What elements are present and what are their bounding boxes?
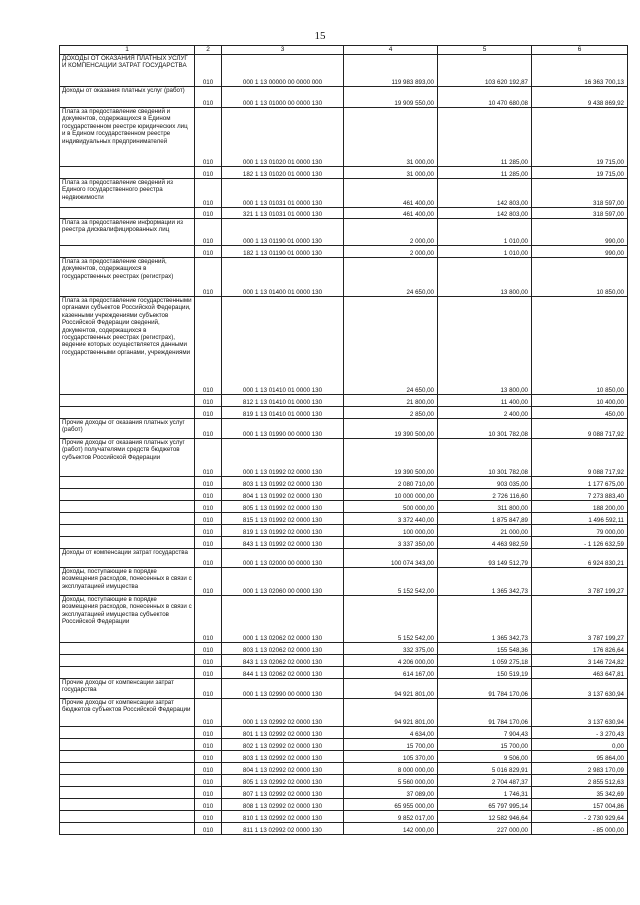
row-approved-value: 119 983 893,00 [344, 55, 438, 87]
row-label [60, 537, 195, 549]
row-code: 010 [195, 811, 222, 823]
row-code: 010 [195, 799, 222, 811]
row-executed-value: 15 700,00 [438, 739, 532, 751]
row-code: 010 [195, 549, 222, 568]
row-executed-value: 227 000,00 [438, 823, 532, 835]
row-kbk-code: 843 1 13 02062 02 0000 130 [222, 655, 344, 667]
row-code: 010 [195, 537, 222, 549]
revenue-table [59, 45, 628, 835]
row-approved-value: 21 800,00 [344, 395, 438, 407]
row-approved-value: 142 000,00 [344, 823, 438, 835]
row-label: Плата за предоставление сведений и документов, содержащихся в Едином государственном реестре юридических лиц и в Едином государственном реестре индивидуальных предпринимателей [60, 108, 195, 167]
row-code: 010 [195, 699, 222, 727]
row-unexecuted-value: 463 647,81 [532, 667, 628, 679]
row-executed-value: 21 000,00 [438, 525, 532, 537]
row-executed-value: 1 746,31 [438, 787, 532, 799]
row-approved-value: 332 375,00 [344, 643, 438, 655]
row-code: 010 [195, 667, 222, 679]
row-code: 010 [195, 501, 222, 513]
row-code: 010 [195, 513, 222, 525]
row-executed-value: 13 800,00 [438, 297, 532, 395]
row-approved-value: 10 000 000,00 [344, 489, 438, 501]
row-kbk-code: 805 1 13 01992 02 0000 130 [222, 501, 344, 513]
row-label [60, 823, 195, 835]
row-label [60, 208, 195, 219]
row-unexecuted-value: - 2 730 929,64 [532, 811, 628, 823]
row-code: 010 [195, 55, 222, 87]
row-code: 010 [195, 297, 222, 395]
table-row [60, 439, 628, 477]
table-row [60, 525, 628, 537]
row-approved-value: 5 152 542,00 [344, 596, 438, 643]
row-approved-value: 461 400,00 [344, 208, 438, 219]
row-code: 010 [195, 489, 222, 501]
row-kbk-code: 803 1 13 02062 02 0000 130 [222, 643, 344, 655]
table-row [60, 246, 628, 258]
row-executed-value: 1 365 342,73 [438, 568, 532, 596]
row-kbk-code: 808 1 13 02992 02 0000 130 [222, 799, 344, 811]
table-row [60, 727, 628, 739]
table-row [60, 258, 628, 297]
row-approved-value: 105 370,00 [344, 751, 438, 763]
row-label [60, 489, 195, 501]
row-executed-value: 2 704 487,37 [438, 775, 532, 787]
row-executed-value: 903 035,00 [438, 477, 532, 489]
row-kbk-code: 000 1 13 01410 01 0000 130 [222, 297, 344, 395]
row-unexecuted-value: - 85 000,00 [532, 823, 628, 835]
row-kbk-code: 804 1 13 01992 02 0000 130 [222, 489, 344, 501]
row-label: Прочие доходы от компенсации затрат государства [60, 679, 195, 699]
row-executed-value: 142 803,00 [438, 179, 532, 208]
row-code: 010 [195, 739, 222, 751]
row-approved-value: 94 921 801,00 [344, 699, 438, 727]
row-code: 010 [195, 407, 222, 419]
table-row [60, 108, 628, 167]
row-code: 010 [195, 246, 222, 258]
row-label: Плата за предоставление государственными органами субъектов Российской Федерации, казенными учреждениями субъектов Российской Федерации сведений, документов, содержащихся в государственных реестрах (регистрах), ведение которых осуществляется данными государственными органами, учреждениями [60, 297, 195, 395]
row-kbk-code: 182 1 13 01020 01 0000 130 [222, 167, 344, 179]
row-code: 010 [195, 419, 222, 439]
row-approved-value: 4 206 000,00 [344, 655, 438, 667]
table-row [60, 219, 628, 246]
row-label: Доходы, поступающие в порядке возмещения расходов, понесенных в связи с эксплуатацией имущества [60, 568, 195, 596]
row-code: 010 [195, 568, 222, 596]
table-row [60, 395, 628, 407]
row-label: ДОХОДЫ ОТ ОКАЗАНИЯ ПЛАТНЫХ УСЛУГ И КОМПЕНСАЦИИ ЗАТРАТ ГОСУДАРСТВА [60, 55, 195, 87]
row-kbk-code: 321 1 13 01031 01 0000 130 [222, 208, 344, 219]
row-kbk-code: 804 1 13 02992 02 0000 130 [222, 763, 344, 775]
row-unexecuted-value: 2 855 512,63 [532, 775, 628, 787]
row-approved-value: 4 634,00 [344, 727, 438, 739]
row-code: 010 [195, 655, 222, 667]
row-approved-value: 9 852 017,00 [344, 811, 438, 823]
row-executed-value: 311 800,00 [438, 501, 532, 513]
row-code: 010 [195, 823, 222, 835]
row-kbk-code: 819 1 13 01992 02 0000 130 [222, 525, 344, 537]
table-row [60, 568, 628, 596]
row-executed-value: 11 285,00 [438, 108, 532, 167]
row-executed-value: 11 400,00 [438, 395, 532, 407]
row-executed-value: 2 400,00 [438, 407, 532, 419]
column-header: 2 [195, 46, 222, 55]
row-unexecuted-value: 450,00 [532, 407, 628, 419]
row-unexecuted-value: 6 924 830,21 [532, 549, 628, 568]
row-label [60, 799, 195, 811]
row-executed-value: 103 620 192,87 [438, 55, 532, 87]
row-label: Плата за предоставление сведений из Единого государственного реестра недвижимости [60, 179, 195, 208]
row-unexecuted-value: 990,00 [532, 219, 628, 246]
row-kbk-code: 801 1 13 02992 02 0000 130 [222, 727, 344, 739]
column-header: 4 [344, 46, 438, 55]
row-unexecuted-value: 3 146 724,82 [532, 655, 628, 667]
table-row [60, 87, 628, 108]
row-kbk-code: 000 1 13 02990 00 0000 130 [222, 679, 344, 699]
header-row [60, 46, 628, 55]
row-kbk-code: 000 1 13 01990 00 0000 130 [222, 419, 344, 439]
row-unexecuted-value: 318 597,00 [532, 179, 628, 208]
table-row [60, 477, 628, 489]
row-code: 010 [195, 208, 222, 219]
row-approved-value: 15 700,00 [344, 739, 438, 751]
row-kbk-code: 182 1 13 01190 01 0000 130 [222, 246, 344, 258]
row-code: 010 [195, 727, 222, 739]
table-row [60, 407, 628, 419]
row-label: Прочие доходы от оказания платных услуг (работ) [60, 419, 195, 439]
table-row [60, 799, 628, 811]
row-kbk-code: 812 1 13 01410 01 0000 130 [222, 395, 344, 407]
row-label [60, 655, 195, 667]
row-kbk-code: 815 1 13 01992 02 0000 130 [222, 513, 344, 525]
table-row [60, 679, 628, 699]
row-unexecuted-value: 176 826,64 [532, 643, 628, 655]
table-row [60, 167, 628, 179]
row-unexecuted-value: 7 273 883,40 [532, 489, 628, 501]
row-executed-value: 2 726 116,60 [438, 489, 532, 501]
row-unexecuted-value: 3 787 199,27 [532, 596, 628, 643]
row-label [60, 667, 195, 679]
row-unexecuted-value: 10 850,00 [532, 297, 628, 395]
row-label [60, 763, 195, 775]
column-header: 6 [532, 46, 628, 55]
row-unexecuted-value: 10 850,00 [532, 258, 628, 297]
row-kbk-code: 819 1 13 01410 01 0000 130 [222, 407, 344, 419]
row-executed-value: 155 548,36 [438, 643, 532, 655]
row-unexecuted-value: 2 983 170,09 [532, 763, 628, 775]
row-code: 010 [195, 525, 222, 537]
row-unexecuted-value: 318 597,00 [532, 208, 628, 219]
table-row [60, 655, 628, 667]
row-unexecuted-value: 19 715,00 [532, 108, 628, 167]
row-label [60, 477, 195, 489]
table-row [60, 763, 628, 775]
row-approved-value: 500 000,00 [344, 501, 438, 513]
row-approved-value: 100 000,00 [344, 525, 438, 537]
row-kbk-code: 000 1 13 02992 02 0000 130 [222, 699, 344, 727]
table-row [60, 179, 628, 208]
row-unexecuted-value: - 3 270,43 [532, 727, 628, 739]
row-label: Прочие доходы от компенсации затрат бюджетов субъектов Российской Федерации [60, 699, 195, 727]
row-executed-value: 13 800,00 [438, 258, 532, 297]
row-unexecuted-value: 9 088 717,92 [532, 419, 628, 439]
row-approved-value: 461 400,00 [344, 179, 438, 208]
row-code: 010 [195, 219, 222, 246]
row-approved-value: 5 560 000,00 [344, 775, 438, 787]
table-row [60, 775, 628, 787]
table-row [60, 667, 628, 679]
row-kbk-code: 000 1 13 01992 02 0000 130 [222, 439, 344, 477]
row-unexecuted-value: 79 000,00 [532, 525, 628, 537]
row-approved-value: 2 000,00 [344, 246, 438, 258]
row-code: 010 [195, 787, 222, 799]
table-row [60, 419, 628, 439]
row-executed-value: 10 301 782,08 [438, 439, 532, 477]
row-approved-value: 37 089,00 [344, 787, 438, 799]
row-code: 010 [195, 679, 222, 699]
row-approved-value: 2 080 710,00 [344, 477, 438, 489]
table-row [60, 596, 628, 643]
table-row [60, 739, 628, 751]
row-executed-value: 91 784 170,06 [438, 679, 532, 699]
row-label: Плата за предоставление сведений, документов, содержащихся в государственных реестрах (регистрах) [60, 258, 195, 297]
row-label: Прочие доходы от оказания платных услуг (работ) получателями средств бюджетов субъектов Российской Федерации [60, 439, 195, 477]
table-row [60, 751, 628, 763]
row-code: 010 [195, 395, 222, 407]
row-executed-value: 65 797 995,14 [438, 799, 532, 811]
row-label [60, 501, 195, 513]
table-row [60, 208, 628, 219]
row-code: 010 [195, 108, 222, 167]
row-approved-value: 3 372 440,00 [344, 513, 438, 525]
row-kbk-code: 000 1 13 02060 00 0000 130 [222, 568, 344, 596]
row-executed-value: 12 582 946,64 [438, 811, 532, 823]
row-approved-value: 614 167,00 [344, 667, 438, 679]
row-kbk-code: 810 1 13 02992 02 0000 130 [222, 811, 344, 823]
row-label [60, 407, 195, 419]
row-label [60, 787, 195, 799]
row-approved-value: 2 850,00 [344, 407, 438, 419]
row-kbk-code: 000 1 13 01020 01 0000 130 [222, 108, 344, 167]
row-kbk-code: 803 1 13 02992 02 0000 130 [222, 751, 344, 763]
row-approved-value: 100 074 343,00 [344, 549, 438, 568]
column-header: 1 [60, 46, 195, 55]
row-kbk-code: 000 1 13 01000 00 0000 130 [222, 87, 344, 108]
row-label: Плата за предоставление информации из реестра дисквалифицированных лиц [60, 219, 195, 246]
row-unexecuted-value: 3 137 630,94 [532, 679, 628, 699]
row-kbk-code: 000 1 13 02062 02 0000 130 [222, 596, 344, 643]
row-executed-value: 1 010,00 [438, 219, 532, 246]
row-executed-value: 4 463 982,59 [438, 537, 532, 549]
table-row [60, 787, 628, 799]
row-unexecuted-value: 3 137 630,94 [532, 699, 628, 727]
column-header: 3 [222, 46, 344, 55]
row-kbk-code: 807 1 13 02992 02 0000 130 [222, 787, 344, 799]
row-label [60, 739, 195, 751]
row-unexecuted-value: 9 438 869,92 [532, 87, 628, 108]
row-code: 010 [195, 477, 222, 489]
row-code: 010 [195, 775, 222, 787]
row-code: 010 [195, 179, 222, 208]
row-executed-value: 7 904,43 [438, 727, 532, 739]
row-kbk-code: 844 1 13 02062 02 0000 130 [222, 667, 344, 679]
row-label: Доходы от компенсации затрат государства [60, 549, 195, 568]
table-row [60, 643, 628, 655]
row-kbk-code: 000 1 13 00000 00 0000 000 [222, 55, 344, 87]
row-approved-value: 2 000,00 [344, 219, 438, 246]
row-label: Доходы от оказания платных услуг (работ) [60, 87, 195, 108]
row-unexecuted-value: 19 715,00 [532, 167, 628, 179]
row-kbk-code: 803 1 13 01992 02 0000 130 [222, 477, 344, 489]
row-unexecuted-value: 95 864,00 [532, 751, 628, 763]
page-number: 15 [314, 30, 326, 42]
table-row [60, 513, 628, 525]
row-unexecuted-value: 188 200,00 [532, 501, 628, 513]
table-row [60, 55, 628, 87]
row-unexecuted-value: 157 004,86 [532, 799, 628, 811]
row-kbk-code: 843 1 13 01992 02 0000 130 [222, 537, 344, 549]
row-approved-value: 31 000,00 [344, 108, 438, 167]
row-unexecuted-value: 1 496 592,11 [532, 513, 628, 525]
row-unexecuted-value: 9 088 717,92 [532, 439, 628, 477]
row-kbk-code: 802 1 13 02992 02 0000 130 [222, 739, 344, 751]
row-executed-value: 142 803,00 [438, 208, 532, 219]
row-approved-value: 94 921 801,00 [344, 679, 438, 699]
row-label [60, 751, 195, 763]
row-code: 010 [195, 763, 222, 775]
row-executed-value: 10 470 680,08 [438, 87, 532, 108]
row-label [60, 395, 195, 407]
row-unexecuted-value: - 1 126 632,59 [532, 537, 628, 549]
row-approved-value: 8 000 000,00 [344, 763, 438, 775]
row-code: 010 [195, 87, 222, 108]
row-executed-value: 5 016 829,91 [438, 763, 532, 775]
row-unexecuted-value: 35 342,69 [532, 787, 628, 799]
table-row [60, 549, 628, 568]
row-unexecuted-value: 1 177 675,00 [532, 477, 628, 489]
table-row [60, 823, 628, 835]
row-kbk-code: 000 1 13 01190 01 0000 130 [222, 219, 344, 246]
row-label [60, 643, 195, 655]
row-approved-value: 24 650,00 [344, 297, 438, 395]
row-unexecuted-value: 0,00 [532, 739, 628, 751]
row-unexecuted-value: 3 787 199,27 [532, 568, 628, 596]
row-code: 010 [195, 258, 222, 297]
row-executed-value: 10 301 782,08 [438, 419, 532, 439]
table-row [60, 537, 628, 549]
row-kbk-code: 805 1 13 02992 02 0000 130 [222, 775, 344, 787]
row-executed-value: 1 059 275,18 [438, 655, 532, 667]
row-code: 010 [195, 643, 222, 655]
row-code: 010 [195, 596, 222, 643]
table-row [60, 811, 628, 823]
row-approved-value: 19 390 500,00 [344, 419, 438, 439]
row-approved-value: 65 955 000,00 [344, 799, 438, 811]
row-approved-value: 19 909 550,00 [344, 87, 438, 108]
row-executed-value: 1 365 342,73 [438, 596, 532, 643]
row-approved-value: 24 650,00 [344, 258, 438, 297]
row-unexecuted-value: 16 363 700,13 [532, 55, 628, 87]
row-executed-value: 1 875 847,89 [438, 513, 532, 525]
row-kbk-code: 000 1 13 02000 00 0000 130 [222, 549, 344, 568]
row-approved-value: 5 152 542,00 [344, 568, 438, 596]
row-unexecuted-value: 10 400,00 [532, 395, 628, 407]
row-code: 010 [195, 167, 222, 179]
row-code: 010 [195, 751, 222, 763]
row-code: 010 [195, 439, 222, 477]
row-executed-value: 91 784 170,06 [438, 699, 532, 727]
row-unexecuted-value: 990,00 [532, 246, 628, 258]
row-executed-value: 93 149 512,79 [438, 549, 532, 568]
row-executed-value: 11 285,00 [438, 167, 532, 179]
row-label [60, 167, 195, 179]
row-executed-value: 9 506,00 [438, 751, 532, 763]
row-label [60, 811, 195, 823]
table-row [60, 699, 628, 727]
table-row [60, 297, 628, 395]
row-label [60, 775, 195, 787]
table-row [60, 501, 628, 513]
row-executed-value: 150 519,19 [438, 667, 532, 679]
row-approved-value: 19 390 500,00 [344, 439, 438, 477]
column-header: 5 [438, 46, 532, 55]
row-label [60, 246, 195, 258]
row-label: Доходы, поступающие в порядке возмещения расходов, понесенных в связи с эксплуатацией имущества субъектов Российской Федерации [60, 596, 195, 643]
row-approved-value: 3 337 350,00 [344, 537, 438, 549]
row-label [60, 727, 195, 739]
table-row [60, 489, 628, 501]
row-kbk-code: 000 1 13 01031 01 0000 130 [222, 179, 344, 208]
row-kbk-code: 811 1 13 02992 02 0000 130 [222, 823, 344, 835]
row-label [60, 513, 195, 525]
row-executed-value: 1 010,00 [438, 246, 532, 258]
row-kbk-code: 000 1 13 01400 01 0000 130 [222, 258, 344, 297]
row-label [60, 525, 195, 537]
row-approved-value: 31 000,00 [344, 167, 438, 179]
